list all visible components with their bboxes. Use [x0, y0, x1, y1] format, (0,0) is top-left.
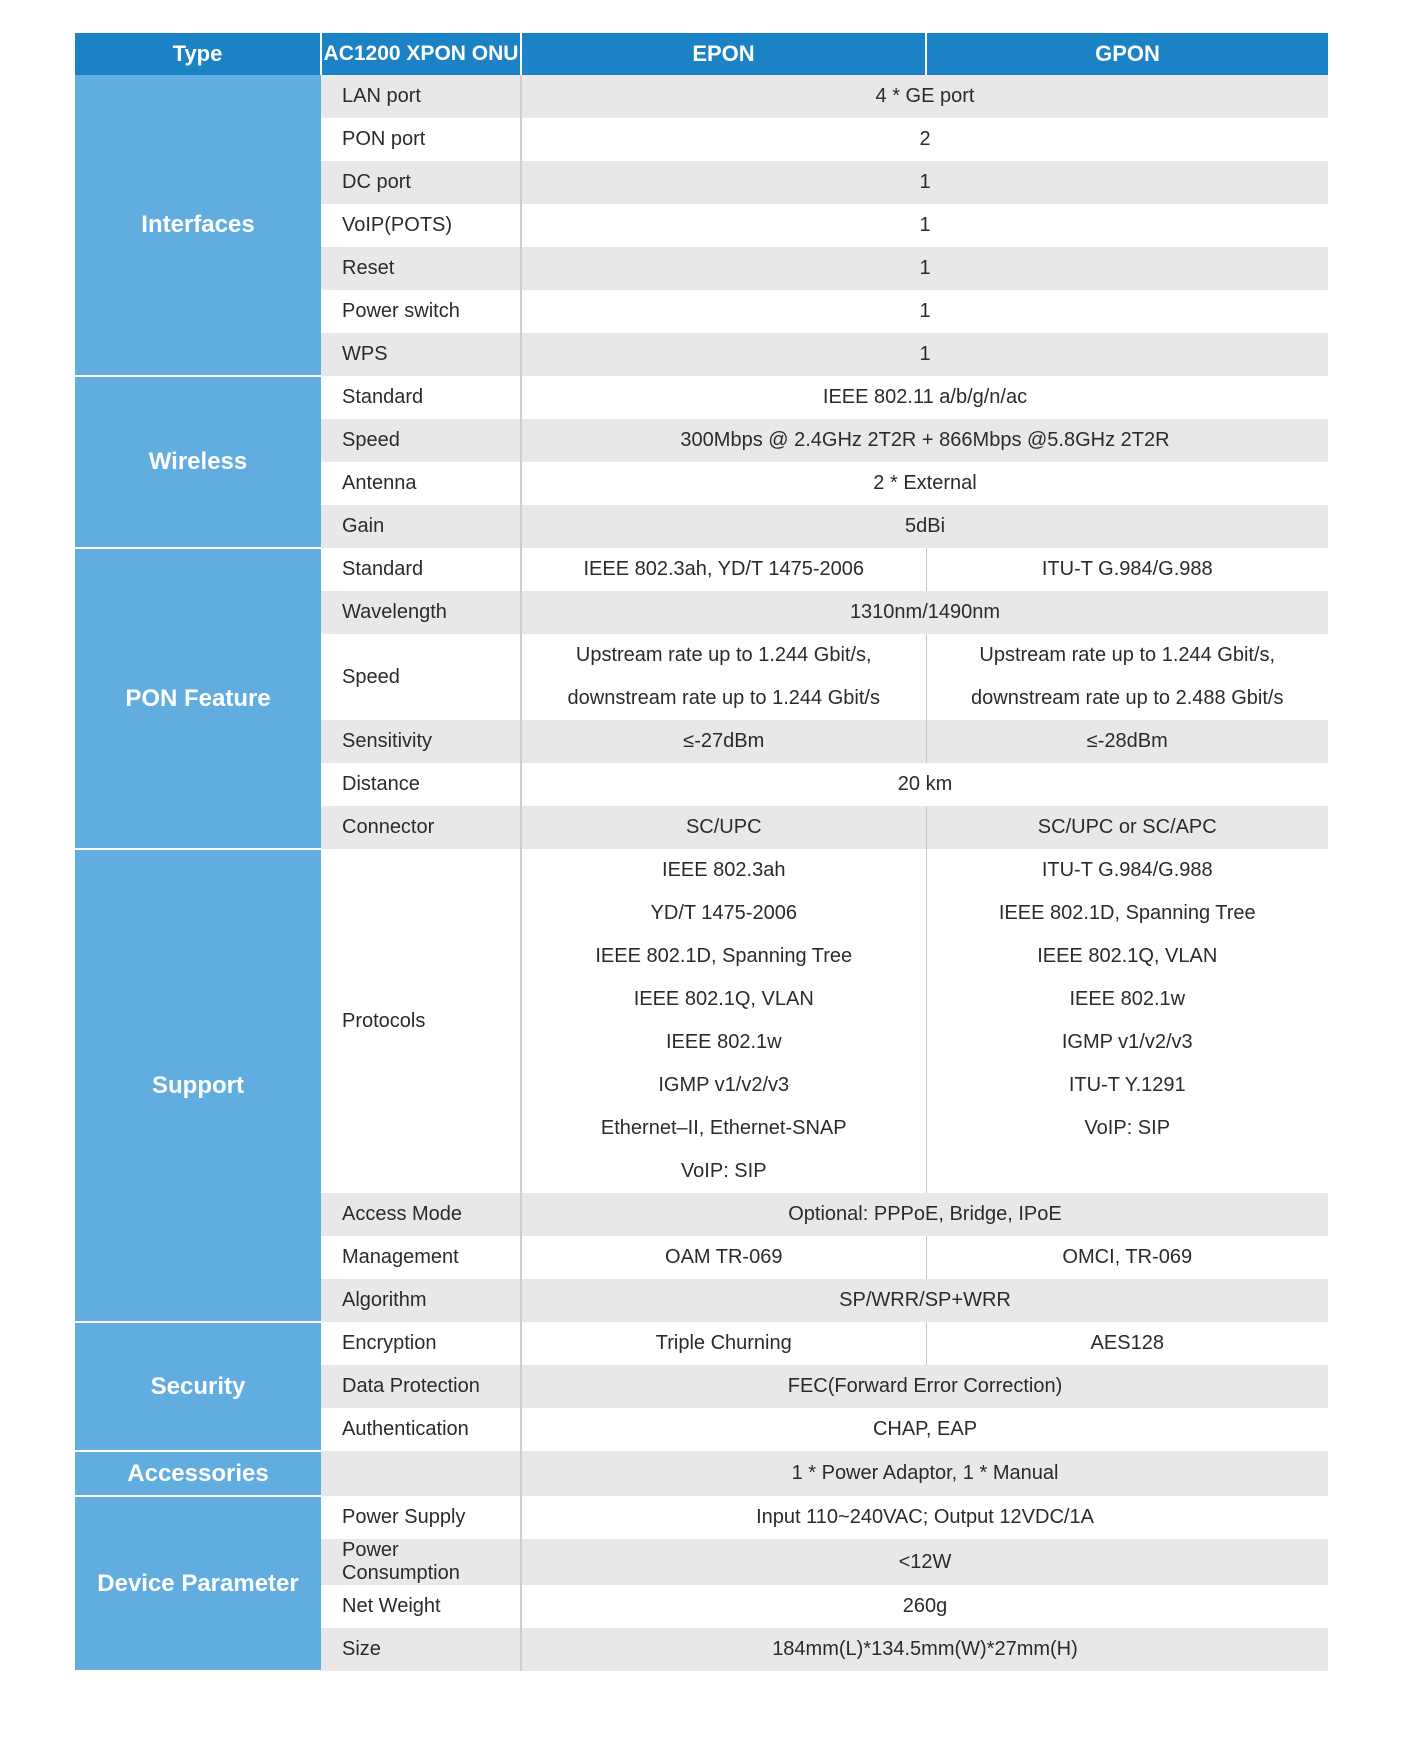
label-net-weight: Net Weight: [321, 1585, 521, 1628]
value-pon-speed-gpon-line2: downstream rate up to 2.488 Gbit/s: [926, 677, 1328, 720]
group-interfaces: Interfaces: [75, 75, 321, 376]
header-gpon: GPON: [926, 33, 1328, 75]
label-data-protection: Data Protection: [321, 1365, 521, 1408]
value-wavelength: 1310nm/1490nm: [521, 591, 1328, 634]
label-distance: Distance: [321, 763, 521, 806]
protocol-epon-item: IEEE 802.3ah: [662, 859, 786, 881]
value-pon-speed-epon-line2: downstream rate up to 1.244 Gbit/s: [521, 677, 926, 720]
value-power-consumption: <12W: [521, 1539, 1328, 1585]
header-type: Type: [75, 33, 321, 75]
row-accessories: [75, 1451, 1328, 1496]
value-data-protection: FEC(Forward Error Correction): [521, 1365, 1328, 1408]
value-reset: 1: [521, 247, 1328, 290]
group-security: Security: [75, 1322, 321, 1451]
label-algorithm: Algorithm: [321, 1279, 521, 1322]
label-management: Management: [321, 1236, 521, 1279]
value-access-mode: Optional: PPPoE, Bridge, IPoE: [521, 1193, 1328, 1236]
row-power-supply: [75, 1496, 1328, 1539]
row-protocols: [75, 849, 1328, 1193]
group-pon-feature: PON Feature: [75, 548, 321, 849]
value-algorithm: SP/WRR/SP+WRR: [521, 1279, 1328, 1322]
value-wireless-standard: IEEE 802.11 a/b/g/n/ac: [521, 376, 1328, 419]
protocol-gpon-item: IEEE 802.1D, Spanning Tree: [998, 902, 1256, 924]
value-pon-port: 2: [521, 118, 1328, 161]
value-sensitivity-epon: ≤-27dBm: [521, 720, 926, 763]
value-connector-epon: SC/UPC: [521, 806, 926, 849]
value-pon-speed-epon-line1: Upstream rate up to 1.244 Gbit/s,: [521, 634, 926, 677]
value-wireless-speed: 300Mbps @ 2.4GHz 2T2R + 866Mbps @5.8GHz 2T2R: [521, 419, 1328, 462]
protocol-gpon-item: IEEE 802.1w: [1069, 988, 1186, 1010]
value-pon-standard-epon: IEEE 802.3ah, YD/T 1475-2006: [521, 548, 926, 591]
label-gain: Gain: [321, 505, 521, 548]
protocol-gpon-item: IEEE 802.1Q, VLAN: [1037, 945, 1218, 967]
label-dc-port: DC port: [321, 161, 521, 204]
value-voip: 1: [521, 204, 1328, 247]
value-dc-port: 1: [521, 161, 1328, 204]
label-power-switch: Power switch: [321, 290, 521, 333]
label-wavelength: Wavelength: [321, 591, 521, 634]
label-protocols: Protocols: [321, 849, 521, 1193]
value-authentication: CHAP, EAP: [521, 1408, 1328, 1451]
value-protocols-epon: [521, 849, 926, 1193]
row-pon-standard: [75, 548, 1328, 591]
value-management-epon: OAM TR-069: [521, 1236, 926, 1279]
spec-table: [75, 33, 1328, 1672]
group-wireless: Wireless: [75, 376, 321, 548]
protocol-epon-item: IEEE 802.1w: [665, 1031, 782, 1053]
label-connector: Connector: [321, 806, 521, 849]
protocol-epon-item: IEEE 802.1D, Spanning Tree: [595, 945, 853, 967]
value-connector-gpon: SC/UPC or SC/APC: [926, 806, 1328, 849]
row-wireless-standard: [75, 376, 1328, 419]
group-device-parameter: Device Parameter: [75, 1496, 321, 1671]
header-epon: EPON: [521, 33, 926, 75]
group-support: Support: [75, 849, 321, 1322]
label-access-mode: Access Mode: [321, 1193, 521, 1236]
label-lan-port: LAN port: [321, 75, 521, 118]
label-size: Size: [321, 1628, 521, 1671]
label-encryption: Encryption: [321, 1322, 521, 1365]
label-accessories-empty: [321, 1451, 521, 1496]
row-lan-port: [75, 75, 1328, 118]
label-pon-standard: Standard: [321, 548, 521, 591]
label-power-supply: Power Supply: [321, 1496, 521, 1539]
value-management-gpon: OMCI, TR-069: [926, 1236, 1328, 1279]
label-power-consumption: Power Consumption: [321, 1539, 521, 1585]
group-accessories: Accessories: [75, 1451, 321, 1496]
value-pon-standard-gpon: ITU-T G.984/G.988: [926, 548, 1328, 591]
label-wireless-speed: Speed: [321, 419, 521, 462]
label-pon-speed: Speed: [321, 634, 521, 720]
label-voip: VoIP(POTS): [321, 204, 521, 247]
protocol-epon-item: IEEE 802.1Q, VLAN: [633, 988, 814, 1010]
label-pon-port: PON port: [321, 118, 521, 161]
value-encryption-epon: Triple Churning: [521, 1322, 926, 1365]
value-power-supply: Input 110~240VAC; Output 12VDC/1A: [521, 1496, 1328, 1539]
label-antenna: Antenna: [321, 462, 521, 505]
row-encryption: [75, 1322, 1328, 1365]
label-wps: WPS: [321, 333, 521, 376]
value-sensitivity-gpon: ≤-28dBm: [926, 720, 1328, 763]
protocol-gpon-item: ITU-T G.984/G.988: [1041, 859, 1213, 881]
value-protocols-gpon: [926, 849, 1328, 1193]
label-sensitivity: Sensitivity: [321, 720, 521, 763]
protocol-epon-item: VoIP: SIP: [680, 1160, 767, 1182]
value-pon-speed-gpon-line1: Upstream rate up to 1.244 Gbit/s,: [926, 634, 1328, 677]
value-lan-port: 4 * GE port: [521, 75, 1328, 118]
value-wps: 1: [521, 333, 1328, 376]
label-wireless-standard: Standard: [321, 376, 521, 419]
label-authentication: Authentication: [321, 1408, 521, 1451]
protocol-gpon-item: IGMP v1/v2/v3: [1061, 1031, 1193, 1053]
value-size: 184mm(L)*134.5mm(W)*27mm(H): [521, 1628, 1328, 1671]
label-reset: Reset: [321, 247, 521, 290]
value-antenna: 2 * External: [521, 462, 1328, 505]
value-power-switch: 1: [521, 290, 1328, 333]
value-net-weight: 260g: [521, 1585, 1328, 1628]
value-gain: 5dBi: [521, 505, 1328, 548]
header-row: [75, 33, 1328, 75]
protocol-epon-item: IGMP v1/v2/v3: [658, 1074, 790, 1096]
value-distance: 20 km: [521, 763, 1328, 806]
header-model: AC1200 XPON ONU: [321, 33, 521, 75]
protocol-gpon-item: ITU-T Y.1291: [1068, 1074, 1186, 1096]
protocol-epon-item: Ethernet–II, Ethernet-SNAP: [600, 1117, 847, 1139]
value-accessories: 1 * Power Adaptor, 1 * Manual: [521, 1451, 1328, 1496]
protocol-gpon-item: VoIP: SIP: [1084, 1117, 1171, 1139]
value-encryption-gpon: AES128: [926, 1322, 1328, 1365]
protocol-epon-item: YD/T 1475-2006: [650, 902, 797, 924]
